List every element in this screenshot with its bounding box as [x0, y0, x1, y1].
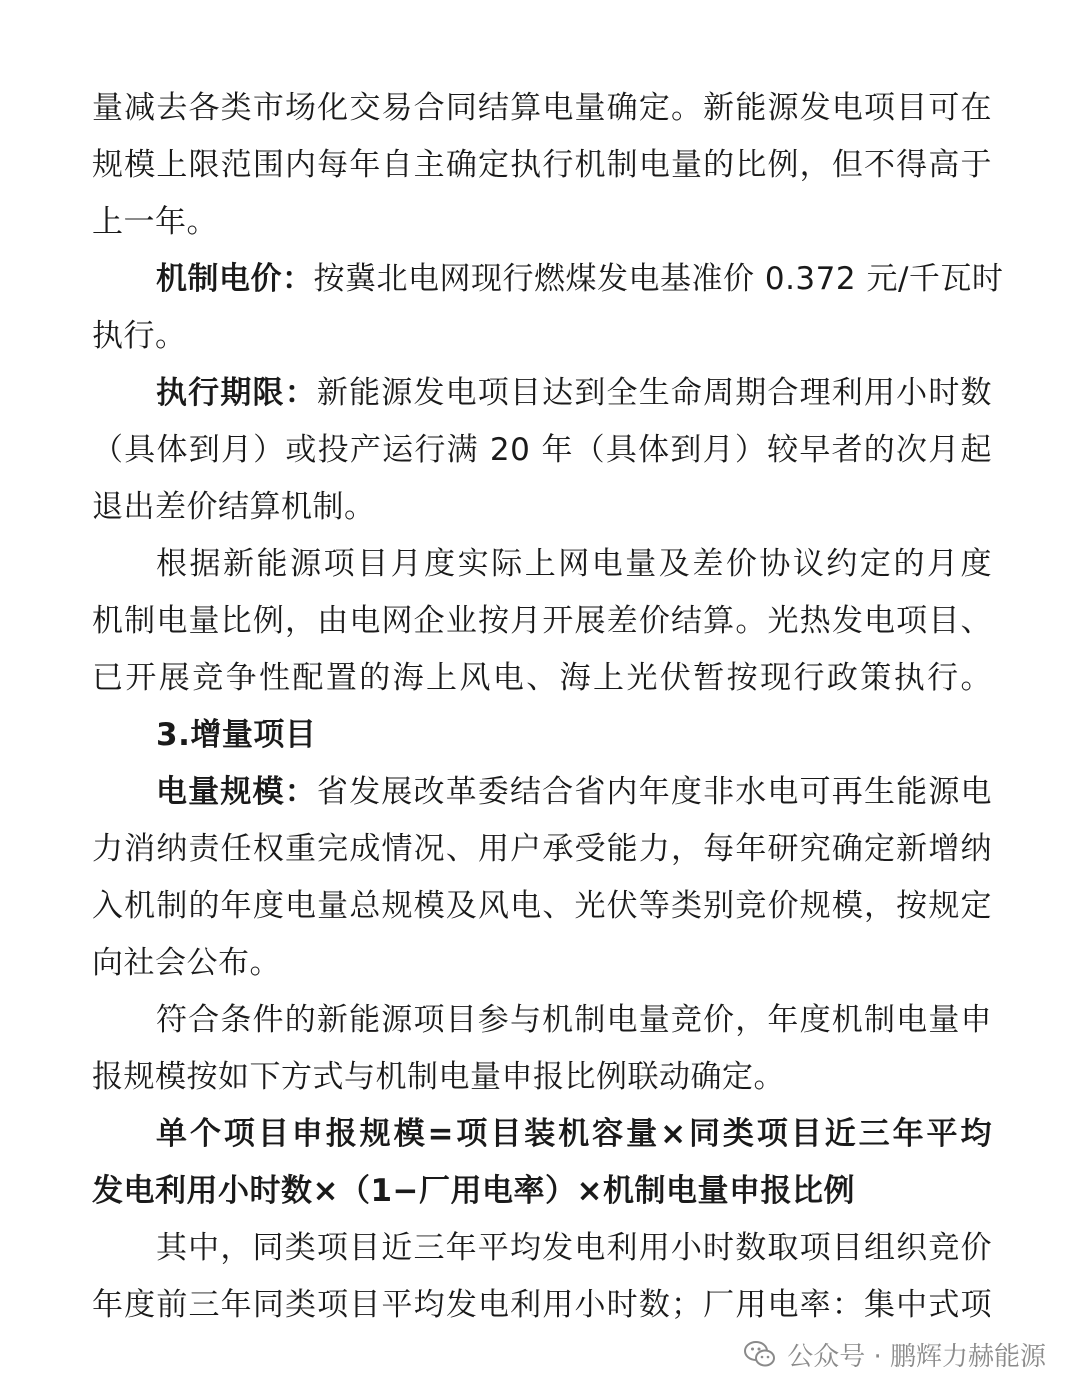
- document-body: [92, 80, 1004, 1334]
- text-line: 根据新能源项目月度实际上网电量及差价协议约定的月度: [156, 546, 992, 582]
- formula-line: 发电利用小时数×（1−厂用电率）×机制电量申报比例: [92, 1173, 855, 1209]
- text-line: 符合条件的新能源项目参与机制电量竞价，年度机制电量申: [156, 1002, 992, 1038]
- term-label: 执行期限：: [156, 375, 317, 411]
- text-line: 其中，同类项目近三年平均发电利用小时数取项目组织竞价: [156, 1230, 992, 1266]
- term-text: 省发展改革委结合省内年度非水电可再生能源电: [316, 774, 993, 810]
- text-line: 规模上限范围内每年自主确定执行机制电量的比例，但不得高于: [92, 147, 992, 183]
- text-line: 入机制的年度电量总规模及风电、光伏等类别竞价规模，按规定: [92, 888, 992, 924]
- text-line: 报规模按如下方式与机制电量申报比例联动确定。: [92, 1059, 785, 1095]
- text-line: [92, 365, 992, 422]
- term-label: 电量规模：: [156, 774, 317, 810]
- wechat-icon: [743, 1337, 777, 1371]
- term-text: 新能源发电项目达到全生命周期合理利用小时数: [316, 375, 993, 411]
- text-line: [92, 251, 1004, 308]
- text-line: 年度前三年同类项目平均发电利用小时数；厂用电率：集中式项: [92, 1287, 992, 1323]
- watermark-text: 公众号 · 鹏辉力赫能源: [787, 1341, 1046, 1372]
- text-line: 已开展竞争性配置的海上风电、海上光伏暂按现行政策执行。: [92, 660, 992, 696]
- term-label: 机制电价：: [156, 261, 314, 297]
- section-heading: 3.增量项目: [156, 717, 317, 753]
- text-line: 上一年。: [92, 204, 218, 240]
- text-line: 向社会公布。: [92, 945, 281, 981]
- text-line: 执行。: [92, 318, 187, 354]
- text-line: 退出差价结算机制。: [92, 489, 376, 525]
- term-text: 按冀北电网现行燃煤发电基准价 0.372 元/千瓦时: [313, 261, 1004, 297]
- text-line: （具体到月）或投产运行满 20 年（具体到月）较早者的次月起: [92, 432, 992, 468]
- text-line: 力消纳责任权重完成情况、用户承受能力，每年研究确定新增纳: [92, 831, 992, 867]
- text-line: 机制电量比例，由电网企业按月开展差价结算。光热发电项目、: [92, 603, 992, 639]
- text-line: 量减去各类市场化交易合同结算电量确定。新能源发电项目可在: [92, 90, 992, 126]
- formula-line: 单个项目申报规模=项目装机容量×同类项目近三年平均: [156, 1116, 992, 1152]
- wechat-watermark: [743, 1334, 1046, 1374]
- text-line: [92, 764, 992, 821]
